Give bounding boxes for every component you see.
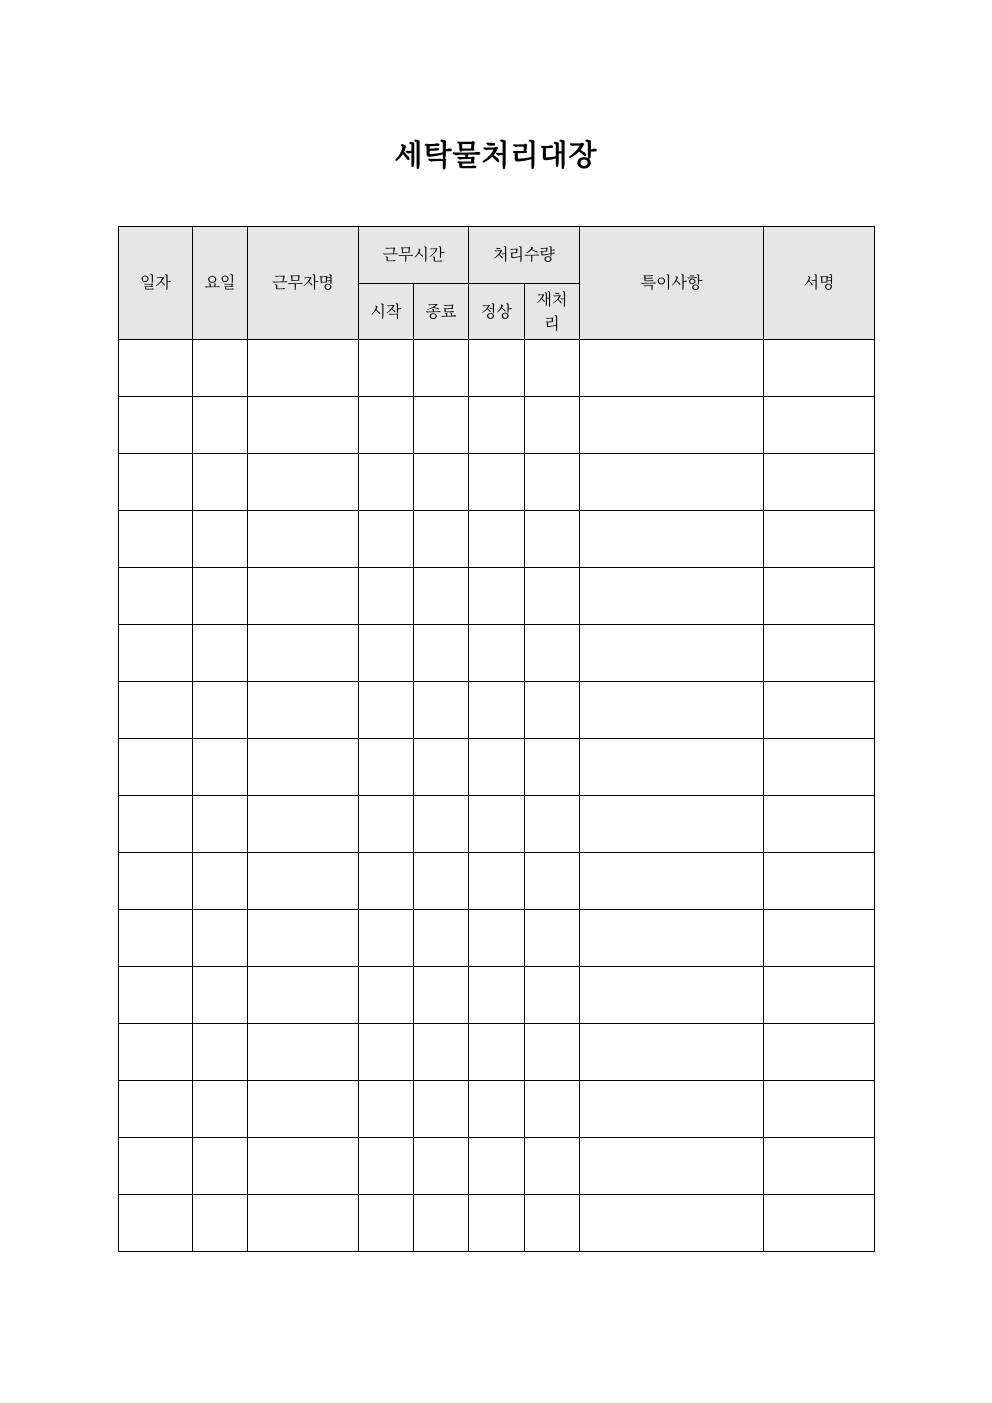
cell-reprocess[interactable] [525, 967, 580, 1024]
cell-end[interactable] [414, 853, 469, 910]
cell-remarks[interactable] [580, 1024, 764, 1081]
table-header [119, 227, 875, 340]
table-row [119, 625, 875, 682]
cell-remarks[interactable] [580, 739, 764, 796]
table-row [119, 1081, 875, 1138]
table-row [119, 340, 875, 397]
cell-signature[interactable] [764, 1024, 875, 1081]
table-row [119, 739, 875, 796]
cell-signature[interactable] [764, 682, 875, 739]
cell-date[interactable] [119, 682, 193, 739]
cell-date[interactable] [119, 625, 193, 682]
cell-signature[interactable] [764, 853, 875, 910]
cell-reprocess[interactable] [525, 796, 580, 853]
cell-weekday[interactable] [193, 1024, 248, 1081]
cell-reprocess[interactable] [525, 625, 580, 682]
cell-reprocess[interactable] [525, 454, 580, 511]
cell-worker-name[interactable] [248, 1195, 359, 1252]
cell-reprocess[interactable] [525, 682, 580, 739]
header-reprocess-label: 재처리 [536, 289, 568, 333]
cell-normal[interactable] [469, 796, 525, 853]
cell-weekday[interactable] [193, 454, 248, 511]
cell-weekday[interactable] [193, 1081, 248, 1138]
cell-reprocess[interactable] [525, 511, 580, 568]
cell-date[interactable] [119, 1195, 193, 1252]
cell-normal[interactable] [469, 568, 525, 625]
table-row [119, 454, 875, 511]
header-signature: 서명 [764, 227, 875, 340]
cell-signature[interactable] [764, 1138, 875, 1195]
cell-reprocess[interactable] [525, 397, 580, 454]
cell-end[interactable] [414, 682, 469, 739]
cell-start[interactable] [359, 1024, 414, 1081]
cell-end[interactable] [414, 1081, 469, 1138]
cell-reprocess[interactable] [525, 1138, 580, 1195]
table-row [119, 511, 875, 568]
cell-normal[interactable] [469, 1024, 525, 1081]
header-normal: 정상 [469, 284, 525, 340]
cell-worker-name[interactable] [248, 910, 359, 967]
cell-signature[interactable] [764, 397, 875, 454]
cell-worker-name[interactable] [248, 853, 359, 910]
cell-date[interactable] [119, 853, 193, 910]
cell-signature[interactable] [764, 1195, 875, 1252]
cell-date[interactable] [119, 454, 193, 511]
cell-signature[interactable] [764, 739, 875, 796]
cell-date[interactable] [119, 796, 193, 853]
cell-end[interactable] [414, 454, 469, 511]
cell-date[interactable] [119, 1081, 193, 1138]
cell-end[interactable] [414, 796, 469, 853]
cell-weekday[interactable] [193, 340, 248, 397]
cell-worker-name[interactable] [248, 397, 359, 454]
cell-reprocess[interactable] [525, 910, 580, 967]
cell-normal[interactable] [469, 340, 525, 397]
cell-weekday[interactable] [193, 910, 248, 967]
table-row [119, 682, 875, 739]
cell-normal[interactable] [469, 739, 525, 796]
cell-remarks[interactable] [580, 1138, 764, 1195]
header-remarks: 특이사항 [580, 227, 764, 340]
cell-start[interactable] [359, 967, 414, 1024]
cell-signature[interactable] [764, 910, 875, 967]
table-row [119, 967, 875, 1024]
cell-normal[interactable] [469, 1195, 525, 1252]
cell-normal[interactable] [469, 1138, 525, 1195]
cell-signature[interactable] [764, 454, 875, 511]
cell-weekday[interactable] [193, 682, 248, 739]
cell-reprocess[interactable] [525, 1081, 580, 1138]
header-reprocess [525, 284, 580, 340]
cell-start[interactable] [359, 397, 414, 454]
cell-worker-name[interactable] [248, 796, 359, 853]
cell-worker-name[interactable] [248, 1081, 359, 1138]
header-date: 일자 [119, 227, 193, 340]
cell-date[interactable] [119, 340, 193, 397]
cell-end[interactable] [414, 967, 469, 1024]
cell-weekday[interactable] [193, 397, 248, 454]
cell-remarks[interactable] [580, 967, 764, 1024]
table-row [119, 1138, 875, 1195]
cell-start[interactable] [359, 1195, 414, 1252]
table-row [119, 910, 875, 967]
cell-normal[interactable] [469, 853, 525, 910]
header-end: 종료 [414, 284, 469, 340]
table-row [119, 1024, 875, 1081]
cell-end[interactable] [414, 739, 469, 796]
cell-remarks[interactable] [580, 340, 764, 397]
cell-normal[interactable] [469, 397, 525, 454]
cell-end[interactable] [414, 340, 469, 397]
cell-reprocess[interactable] [525, 1024, 580, 1081]
cell-start[interactable] [359, 1138, 414, 1195]
cell-weekday[interactable] [193, 853, 248, 910]
cell-reprocess[interactable] [525, 853, 580, 910]
header-processed-quantity: 처리수량 [469, 227, 580, 284]
header-start: 시작 [359, 284, 414, 340]
cell-signature[interactable] [764, 625, 875, 682]
cell-worker-name[interactable] [248, 454, 359, 511]
cell-end[interactable] [414, 1138, 469, 1195]
cell-date[interactable] [119, 511, 193, 568]
cell-remarks[interactable] [580, 1195, 764, 1252]
table-row [119, 1195, 875, 1252]
cell-normal[interactable] [469, 682, 525, 739]
cell-remarks[interactable] [580, 796, 764, 853]
cell-worker-name[interactable] [248, 1138, 359, 1195]
table-row [119, 397, 875, 454]
cell-date[interactable] [119, 397, 193, 454]
cell-remarks[interactable] [580, 682, 764, 739]
cell-weekday[interactable] [193, 1138, 248, 1195]
cell-normal[interactable] [469, 967, 525, 1024]
cell-remarks[interactable] [580, 853, 764, 910]
cell-remarks[interactable] [580, 1081, 764, 1138]
cell-reprocess[interactable] [525, 739, 580, 796]
header-work-time: 근무시간 [359, 227, 469, 284]
cell-normal[interactable] [469, 625, 525, 682]
cell-start[interactable] [359, 511, 414, 568]
cell-date[interactable] [119, 967, 193, 1024]
cell-end[interactable] [414, 625, 469, 682]
cell-start[interactable] [359, 796, 414, 853]
cell-start[interactable] [359, 625, 414, 682]
cell-date[interactable] [119, 1138, 193, 1195]
cell-reprocess[interactable] [525, 1195, 580, 1252]
cell-end[interactable] [414, 1195, 469, 1252]
cell-weekday[interactable] [193, 511, 248, 568]
cell-end[interactable] [414, 568, 469, 625]
cell-start[interactable] [359, 1081, 414, 1138]
table-row [119, 568, 875, 625]
cell-normal[interactable] [469, 910, 525, 967]
cell-end[interactable] [414, 910, 469, 967]
table-body [119, 340, 875, 1252]
cell-worker-name[interactable] [248, 340, 359, 397]
header-worker-name: 근무자명 [248, 227, 359, 340]
cell-start[interactable] [359, 568, 414, 625]
page-title: 세탁물처리대장 [394, 138, 598, 172]
cell-date[interactable] [119, 910, 193, 967]
cell-weekday[interactable] [193, 1195, 248, 1252]
cell-remarks[interactable] [580, 454, 764, 511]
cell-signature[interactable] [764, 1081, 875, 1138]
cell-start[interactable] [359, 910, 414, 967]
cell-normal[interactable] [469, 1081, 525, 1138]
cell-reprocess[interactable] [525, 568, 580, 625]
cell-end[interactable] [414, 397, 469, 454]
cell-reprocess[interactable] [525, 340, 580, 397]
cell-weekday[interactable] [193, 796, 248, 853]
table-row [119, 796, 875, 853]
cell-weekday[interactable] [193, 739, 248, 796]
cell-start[interactable] [359, 340, 414, 397]
cell-signature[interactable] [764, 568, 875, 625]
cell-remarks[interactable] [580, 625, 764, 682]
cell-date[interactable] [119, 568, 193, 625]
cell-worker-name[interactable] [248, 625, 359, 682]
cell-normal[interactable] [469, 511, 525, 568]
cell-date[interactable] [119, 739, 193, 796]
cell-signature[interactable] [764, 967, 875, 1024]
cell-signature[interactable] [764, 340, 875, 397]
table-row [119, 853, 875, 910]
cell-date[interactable] [119, 1024, 193, 1081]
cell-start[interactable] [359, 853, 414, 910]
cell-remarks[interactable] [580, 910, 764, 967]
cell-worker-name[interactable] [248, 682, 359, 739]
cell-remarks[interactable] [580, 511, 764, 568]
cell-end[interactable] [414, 1024, 469, 1081]
cell-signature[interactable] [764, 796, 875, 853]
cell-end[interactable] [414, 511, 469, 568]
cell-worker-name[interactable] [248, 967, 359, 1024]
cell-start[interactable] [359, 454, 414, 511]
cell-weekday[interactable] [193, 967, 248, 1024]
cell-remarks[interactable] [580, 568, 764, 625]
cell-signature[interactable] [764, 511, 875, 568]
laundry-ledger-table [118, 226, 875, 1252]
cell-start[interactable] [359, 682, 414, 739]
cell-worker-name[interactable] [248, 1024, 359, 1081]
cell-remarks[interactable] [580, 397, 764, 454]
header-row [119, 227, 875, 284]
cell-weekday[interactable] [193, 568, 248, 625]
cell-normal[interactable] [469, 454, 525, 511]
cell-worker-name[interactable] [248, 568, 359, 625]
cell-weekday[interactable] [193, 625, 248, 682]
cell-worker-name[interactable] [248, 511, 359, 568]
cell-worker-name[interactable] [248, 739, 359, 796]
header-weekday: 요일 [193, 227, 248, 340]
cell-start[interactable] [359, 739, 414, 796]
